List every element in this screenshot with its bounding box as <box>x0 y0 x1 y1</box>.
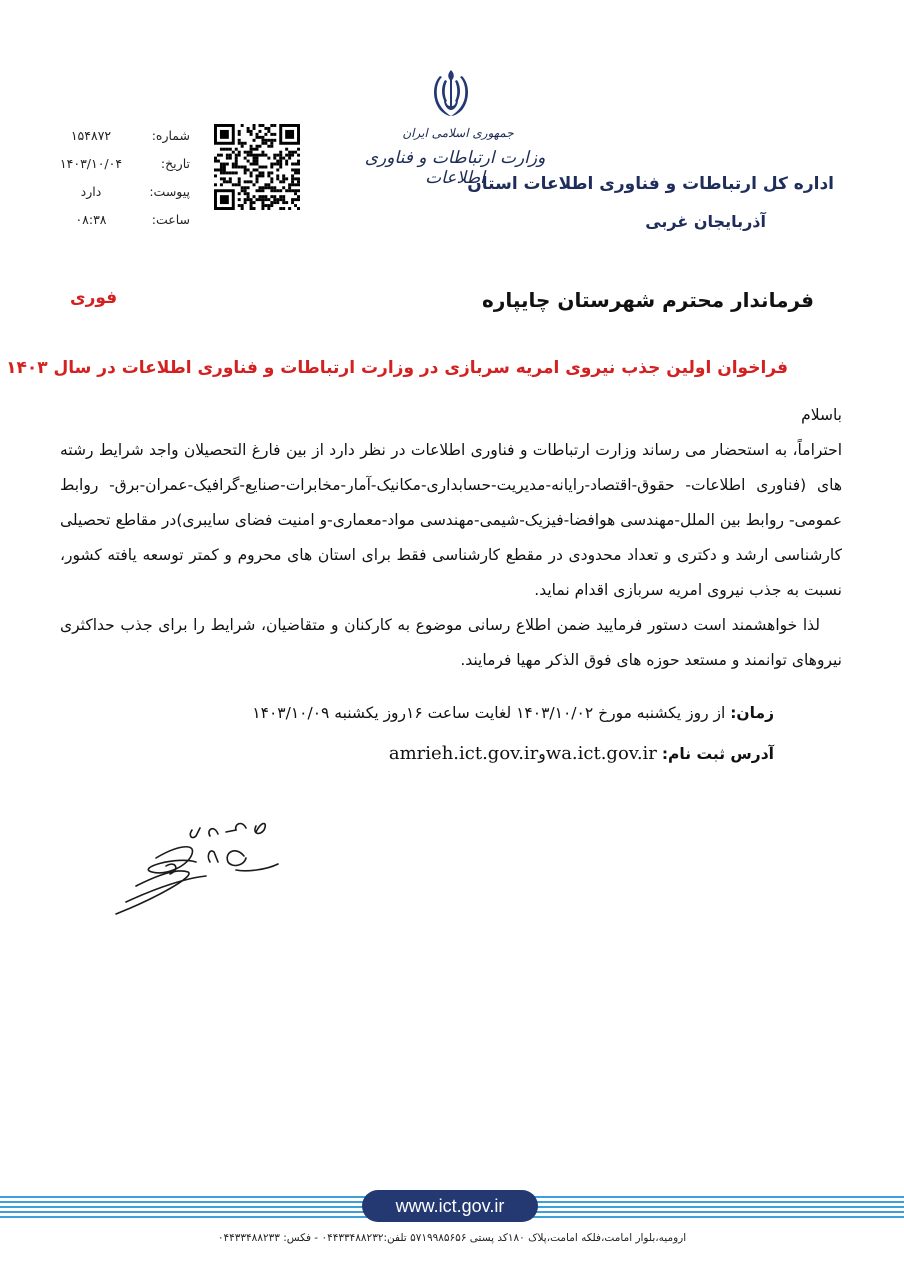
greeting: باسلام <box>801 406 842 424</box>
ministry-name: وزارت ارتباطات و فناوری اطلاعات <box>364 148 546 188</box>
link-separator: و <box>538 745 546 763</box>
meta-date-row <box>40 150 190 178</box>
meta-number-row <box>40 122 190 150</box>
letter-meta <box>40 122 190 234</box>
meta-value: ۱۴۰۳/۱۰/۰۴ <box>59 156 123 171</box>
registration-link[interactable]: amrieh.ict.gov.ir <box>388 743 539 764</box>
website-link[interactable]: www.ict.gov.ir <box>362 1190 538 1222</box>
meta-label: تاریخ: <box>160 156 190 171</box>
meta-value: دارد <box>80 184 102 199</box>
iran-emblem-icon <box>426 66 476 122</box>
letter-subject: فراخوان اولین جذب نیروی امریه سربازی در وزارت ارتباطات و فناوری اطلاعات در سال ۱۴۰۳ <box>6 358 788 378</box>
body-paragraph: احتراماً، به استحضار می رساند وزارت ارتباطات و فناوری اطلاعات در نظر دارد از بین فارغ التحصیلان واجد شرایط رشته های (فناوری اطلاعات- حقوق-اقتصاد-رایانه-مدیریت-حسابداری-مکانیک-آمار-مخابرات-صنایع-گرافیک-عمران-برق- روابط عمومی- روابط بین الملل-مهندسی هوافضا-فیزیک-شیمی-مهندسی مواد-معماری-و امنیت فضای سایبری)در مقاطع تحصیلی کارشناسی ارشد و دکتری و تعداد محدودی در مقطع کارشناسی فقط برای استان های محروم و کمتر توسعه یافته کشور، نسبت به جذب نیروی امریه سربازی اقدام نماید. <box>60 441 842 599</box>
meta-attachment-row <box>40 178 190 206</box>
meta-label: شماره: <box>151 128 190 143</box>
meta-value: ۱۵۴۸۷۲ <box>70 128 112 143</box>
letter-body <box>60 398 842 678</box>
recipient-line: فرماندار محترم شهرستان چایپاره <box>482 288 814 312</box>
handwritten-signature <box>96 806 296 918</box>
time-value: از روز یکشنبه مورخ ۱۴۰۳/۱۰/۰۲ لغایت ساعت ۱۶روز یکشنبه ۱۴۰۳/۱۰/۰۹ <box>252 704 731 722</box>
time-label: زمان: <box>730 704 774 722</box>
registration-address <box>389 743 774 764</box>
body-paragraph: لذا خواهشمند است دستور فرمایید ضمن اطلاع رسانی موضوع به کارکنان و متقاضیان، شرایط را برای جذب حداکثری نیروهای توانمند و مستعد حوزه های فوق الذکر مهیا فرمایند. <box>60 616 842 669</box>
urgency-badge: فوری <box>70 288 118 308</box>
footer-address: ارومیه،بلوار امامت،فلکه امامت،پلاک ۱۸۰کد پستی ۵۷۱۹۹۸۵۶۵۶ تلفن:۰۴۴۳۳۴۸۸۲۳۲ - فکس: ۰۴۴۳۳۴۸۸۲۳۳ <box>217 1232 687 1244</box>
office-province: آذربایجان غربی <box>645 212 766 231</box>
registration-link[interactable]: wa.ict.gov.ir <box>545 743 657 764</box>
meta-label: پیوست: <box>149 184 190 199</box>
meta-label: ساعت: <box>151 212 190 227</box>
office-title: اداره کل ارتباطات و فناوری اطلاعات استان <box>467 174 834 194</box>
registration-time <box>252 704 774 722</box>
address-label: آدرس ثبت نام: <box>661 745 774 763</box>
meta-time-row <box>40 206 190 234</box>
meta-value: ۰۸:۳۸ <box>75 212 107 227</box>
qr-code-icon <box>214 124 300 210</box>
ministry-subtitle: جمهوری اسلامی ایران <box>402 126 514 140</box>
